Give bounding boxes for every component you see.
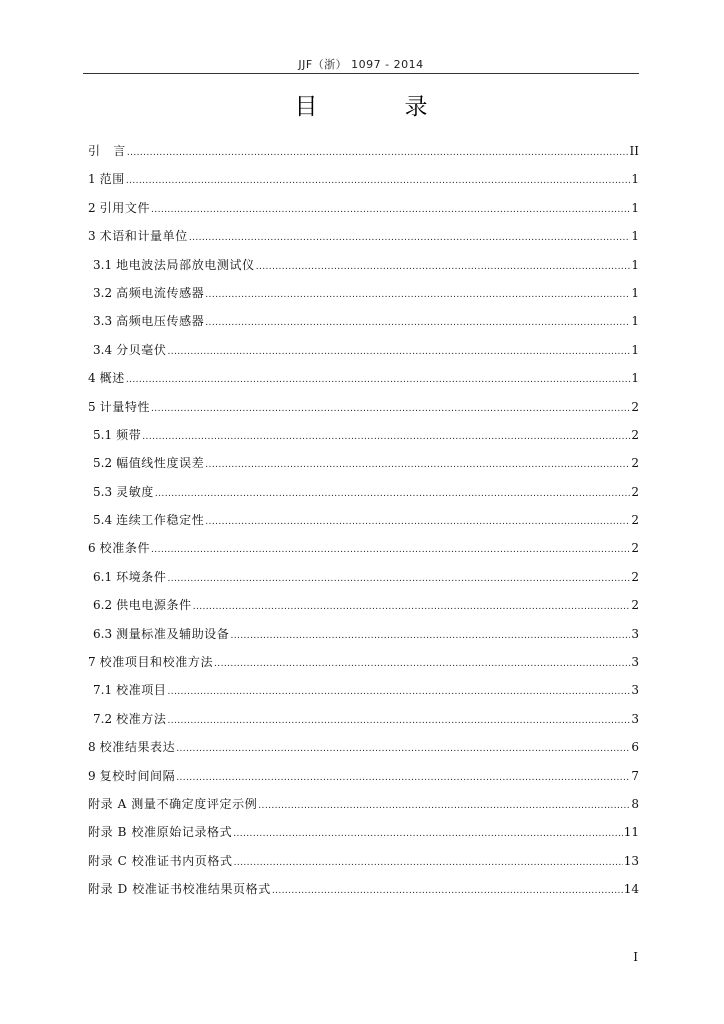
toc-entry-label: 连续工作稳定性 bbox=[116, 513, 205, 528]
toc-entry[interactable] bbox=[88, 818, 639, 846]
toc-dot-leader bbox=[233, 820, 622, 848]
toc-entry[interactable] bbox=[88, 393, 639, 421]
toc-entry[interactable] bbox=[88, 847, 639, 875]
toc-entry-label: 环境条件 bbox=[116, 569, 167, 584]
toc-entry[interactable] bbox=[88, 506, 639, 534]
toc-entry-label: 复校时间间隔 bbox=[99, 768, 176, 783]
toc-entry-label: 频带 bbox=[116, 427, 142, 442]
toc-entry-page: 2 bbox=[631, 598, 639, 613]
toc-entry-label: 引用文件 bbox=[99, 200, 151, 215]
toc-dot-leader bbox=[142, 423, 630, 451]
toc-dot-leader bbox=[126, 167, 631, 195]
toc-entry-number: 5.3 bbox=[93, 484, 113, 499]
toc-entry[interactable] bbox=[88, 478, 639, 506]
page-number: I bbox=[633, 950, 638, 964]
toc-entry[interactable] bbox=[88, 676, 639, 704]
toc-entry-number: 5 bbox=[88, 399, 96, 414]
toc-dot-leader bbox=[234, 849, 623, 877]
toc-entry-label: 测量标准及辅助设备 bbox=[116, 626, 230, 641]
toc-dot-leader bbox=[155, 480, 630, 508]
toc-entry-label: 附录 D 校准证书校准结果页格式 bbox=[88, 882, 271, 897]
toc-entry-label: 附录 B 校准原始记录格式 bbox=[88, 825, 233, 840]
toc-entry-number: 3.1 bbox=[93, 257, 113, 272]
toc-dot-leader bbox=[205, 451, 630, 479]
toc-entry[interactable] bbox=[88, 648, 639, 676]
toc-dot-leader bbox=[168, 338, 631, 366]
toc-entry[interactable] bbox=[88, 733, 639, 761]
toc-entry-label: 校准结果表达 bbox=[99, 740, 176, 755]
toc-entry-label: 引 言 bbox=[88, 144, 126, 158]
toc-entry-page: 8 bbox=[631, 796, 639, 811]
toc-entry[interactable] bbox=[88, 591, 639, 619]
toc-entry-page: 3 bbox=[631, 655, 639, 670]
toc-dot-leader bbox=[151, 395, 630, 423]
toc-entry-label: 附录 A 测量不确定度评定示例 bbox=[88, 796, 258, 811]
toc-entry-page: 3 bbox=[631, 711, 639, 726]
page-title: 目 录 bbox=[294, 94, 460, 120]
toc-dot-leader bbox=[176, 735, 630, 763]
toc-dot-leader bbox=[272, 877, 623, 905]
toc-entry-label: 高频电流传感器 bbox=[116, 285, 205, 300]
toc-entry-label: 术语和计量单位 bbox=[99, 229, 188, 244]
toc-entry[interactable] bbox=[88, 875, 639, 903]
toc-entry-number: 9 bbox=[88, 768, 96, 783]
toc-entry-page: 1 bbox=[631, 229, 639, 244]
toc-entry-number: 7 bbox=[88, 655, 96, 670]
toc-entry-page: 2 bbox=[631, 456, 639, 471]
toc-entry-label: 地电波法局部放电测试仪 bbox=[116, 257, 255, 272]
toc-dot-leader bbox=[168, 707, 631, 735]
toc-entry-page: II bbox=[629, 144, 639, 158]
toc-entry-page: 11 bbox=[623, 825, 639, 840]
toc-entry[interactable] bbox=[88, 222, 639, 250]
toc-entry-page: 1 bbox=[631, 285, 639, 300]
toc-entry-label: 高频电压传感器 bbox=[116, 314, 205, 329]
toc-entry-page: 2 bbox=[631, 484, 639, 499]
toc-dot-leader bbox=[205, 309, 630, 337]
toc-dot-leader bbox=[189, 224, 631, 252]
header-rule bbox=[83, 73, 639, 74]
toc-entry-page: 1 bbox=[631, 257, 639, 272]
toc-entry[interactable] bbox=[88, 563, 639, 591]
toc-dot-leader bbox=[193, 593, 631, 621]
toc-dot-leader bbox=[205, 508, 630, 536]
toc-entry-number: 4 bbox=[88, 371, 96, 386]
toc-entry-label: 校准方法 bbox=[116, 711, 167, 726]
toc-entry-label: 校准项目和校准方法 bbox=[99, 655, 214, 670]
toc-entry-page: 2 bbox=[631, 541, 639, 556]
toc-entry-number: 6.1 bbox=[93, 569, 113, 584]
table-of-contents bbox=[88, 137, 639, 904]
toc-dot-leader bbox=[214, 650, 630, 678]
toc-entry-number: 8 bbox=[88, 740, 96, 755]
toc-entry-page: 2 bbox=[631, 569, 639, 584]
toc-entry-number: 3 bbox=[88, 229, 96, 244]
toc-dot-leader bbox=[151, 196, 630, 224]
toc-entry-label: 范围 bbox=[99, 172, 125, 187]
toc-entry[interactable] bbox=[88, 307, 639, 335]
toc-entry-label: 校准条件 bbox=[99, 541, 151, 556]
toc-entry-number: 5.2 bbox=[93, 456, 113, 471]
toc-entry[interactable] bbox=[88, 279, 639, 307]
toc-entry-page: 3 bbox=[631, 683, 639, 698]
toc-dot-leader bbox=[151, 536, 630, 564]
toc-entry[interactable] bbox=[88, 762, 639, 790]
toc-entry[interactable] bbox=[88, 449, 639, 477]
toc-entry-label: 供电电源条件 bbox=[116, 598, 192, 613]
toc-entry-number: 6.3 bbox=[93, 626, 113, 641]
toc-entry[interactable] bbox=[88, 620, 639, 648]
toc-entry-page: 2 bbox=[631, 399, 639, 414]
toc-entry-label: 计量特性 bbox=[99, 399, 151, 414]
toc-entry-page: 1 bbox=[631, 314, 639, 329]
toc-entry-page: 14 bbox=[623, 882, 639, 897]
toc-entry-number: 6.2 bbox=[93, 598, 113, 613]
toc-entry-number: 2 bbox=[88, 200, 96, 215]
toc-dot-leader bbox=[168, 565, 631, 593]
toc-entry-label: 幅值线性度误差 bbox=[116, 456, 205, 471]
toc-dot-leader bbox=[205, 281, 630, 309]
toc-entry-number: 3.4 bbox=[93, 342, 113, 357]
toc-entry-page: 2 bbox=[631, 513, 639, 528]
toc-entry-number: 7.1 bbox=[93, 683, 113, 698]
toc-entry-page: 3 bbox=[631, 626, 639, 641]
toc-dot-leader bbox=[127, 139, 629, 167]
toc-entry-page: 13 bbox=[623, 853, 639, 868]
toc-entry-label: 概述 bbox=[99, 371, 125, 386]
toc-entry[interactable] bbox=[88, 364, 639, 392]
toc-entry-number: 5.1 bbox=[93, 427, 113, 442]
toc-entry[interactable] bbox=[88, 336, 639, 364]
toc-entry-number: 7.2 bbox=[93, 711, 113, 726]
toc-entry-number: 5.4 bbox=[93, 513, 113, 528]
toc-entry-number: 3.3 bbox=[93, 314, 113, 329]
toc-entry-page: 1 bbox=[631, 172, 639, 187]
toc-entry-label: 分贝毫伏 bbox=[116, 342, 167, 357]
toc-entry[interactable] bbox=[88, 534, 639, 562]
toc-entry-page: 1 bbox=[631, 200, 639, 215]
toc-entry-page: 7 bbox=[631, 768, 639, 783]
toc-dot-leader bbox=[168, 678, 631, 706]
toc-entry-number: 6 bbox=[88, 541, 96, 556]
toc-entry-page: 1 bbox=[631, 371, 639, 386]
toc-dot-leader bbox=[258, 792, 630, 820]
toc-dot-leader bbox=[231, 622, 631, 650]
toc-entry-number: 3.2 bbox=[93, 285, 113, 300]
toc-entry[interactable] bbox=[88, 194, 639, 222]
toc-entry[interactable] bbox=[88, 251, 639, 279]
toc-entry[interactable] bbox=[88, 165, 639, 193]
toc-entry[interactable] bbox=[88, 137, 639, 165]
toc-dot-leader bbox=[126, 366, 631, 394]
running-header: JJF（浙） 1097 - 2014 bbox=[298, 58, 424, 71]
toc-entry-page: 1 bbox=[631, 342, 639, 357]
toc-entry-label: 校准项目 bbox=[116, 683, 167, 698]
toc-entry[interactable] bbox=[88, 705, 639, 733]
toc-entry[interactable] bbox=[88, 421, 639, 449]
toc-entry-label: 附录 C 校准证书内页格式 bbox=[88, 853, 233, 868]
toc-entry[interactable] bbox=[88, 790, 639, 818]
toc-entry-page: 2 bbox=[631, 427, 639, 442]
toc-dot-leader bbox=[176, 764, 630, 792]
toc-entry-label: 灵敏度 bbox=[116, 484, 154, 499]
toc-dot-leader bbox=[256, 253, 631, 281]
toc-entry-number: 1 bbox=[88, 172, 96, 187]
toc-entry-page: 6 bbox=[631, 740, 639, 755]
